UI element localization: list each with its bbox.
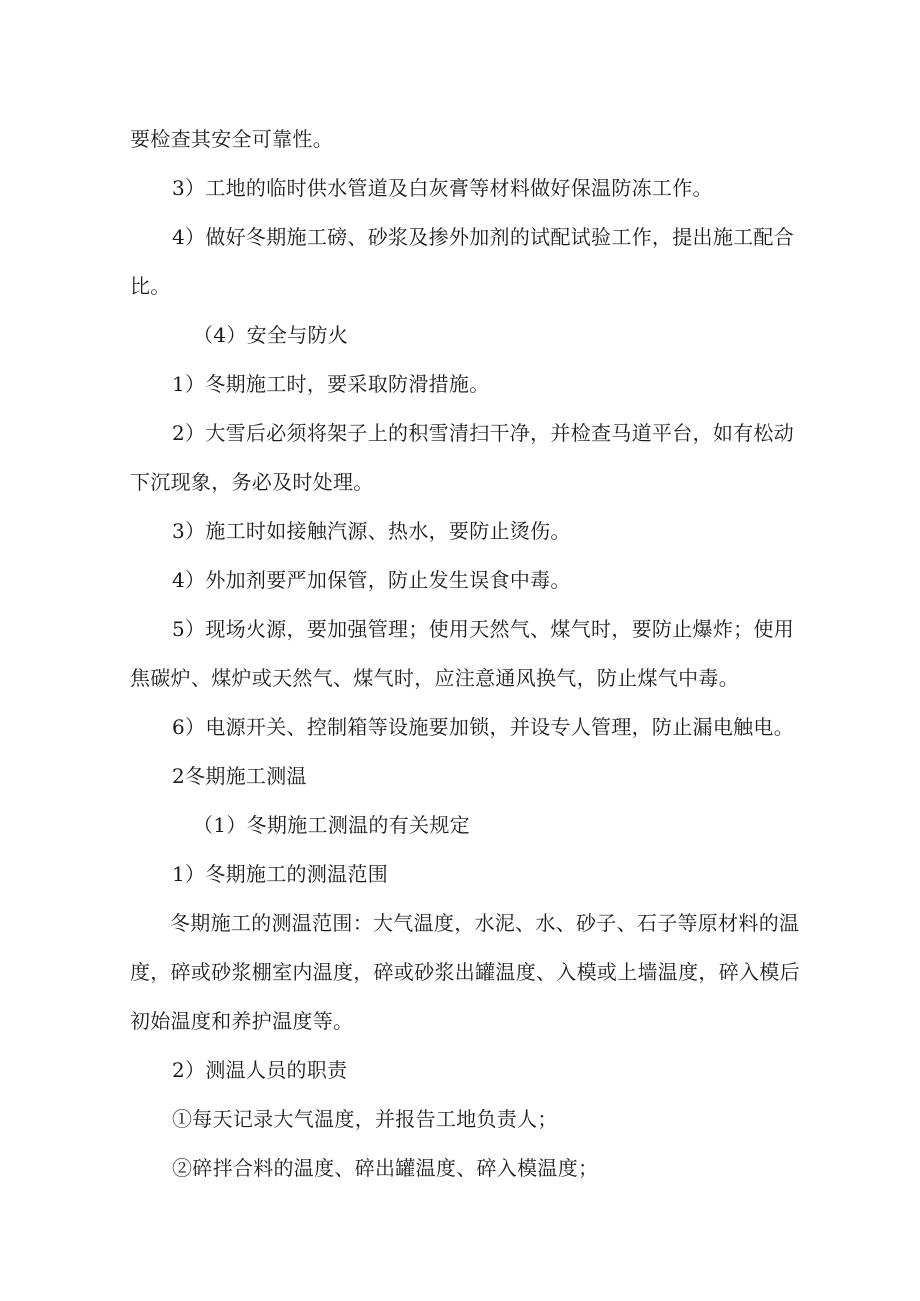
document-body <box>130 115 800 1193</box>
subsection-heading: （1）冬期施工测温的有关规定 <box>193 813 470 837</box>
paragraph-line: 比。 <box>130 274 171 298</box>
paragraph-line: 焦碳炉、煤炉或天然气、煤气时，应注意通风换气，防止煤气中毒。 <box>130 666 739 690</box>
paragraph-line: 度，碎或砂浆棚室内温度，碎或砂浆出罐温度、入模或上墙温度，碎入模后 <box>130 960 800 984</box>
subsection-heading: 2）测温人员的职责 <box>172 1058 348 1082</box>
paragraph-line: 3）工地的临时供水管道及白灰膏等材料做好保温防冻工作。 <box>172 176 713 200</box>
paragraph-line: 4）做好冬期施工磅、砂浆及掺外加剂的试配试验工作，提出施工配合 <box>172 225 795 249</box>
paragraph-line: 4）外加剂要严加保管，防止发生误食中毒。 <box>172 568 571 592</box>
paragraph-line: 下沉现象，务必及时处理。 <box>130 470 374 494</box>
paragraph-line: 1）冬期施工时，要采取防滑措施。 <box>172 372 490 396</box>
list-item: ①每天记录大气温度，并报告工地负责人； <box>172 1107 558 1131</box>
paragraph-line: 冬期施工的测温范围：大气温度，水泥、水、砂子、石子等原材料的温 <box>170 911 800 935</box>
paragraph-line: 初始温度和养护温度等。 <box>130 1009 354 1033</box>
subsection-heading: 1）冬期施工的测温范围 <box>172 862 389 886</box>
paragraph-line: 3）施工时如接触汽源、热水，要防止烫伤。 <box>172 519 571 543</box>
list-item: ②碎拌合料的温度、碎出罐温度、碎入模温度； <box>172 1156 599 1180</box>
section-heading: 2冬期施工测温 <box>172 764 307 788</box>
paragraph-line: 2）大雪后必须将架子上的积雪清扫干净，并检查马道平台，如有松动 <box>172 421 795 445</box>
paragraph-line: 5）现场火源，要加强管理；使用天然气、煤气时，要防止爆炸；使用 <box>172 617 795 641</box>
paragraph-line: 6）电源开关、控制箱等设施要加锁，并设专人管理，防止漏电触电。 <box>172 715 795 739</box>
section-heading: （4）安全与防火 <box>193 323 349 347</box>
paragraph-line: 要检查其安全可靠性。 <box>130 127 333 151</box>
